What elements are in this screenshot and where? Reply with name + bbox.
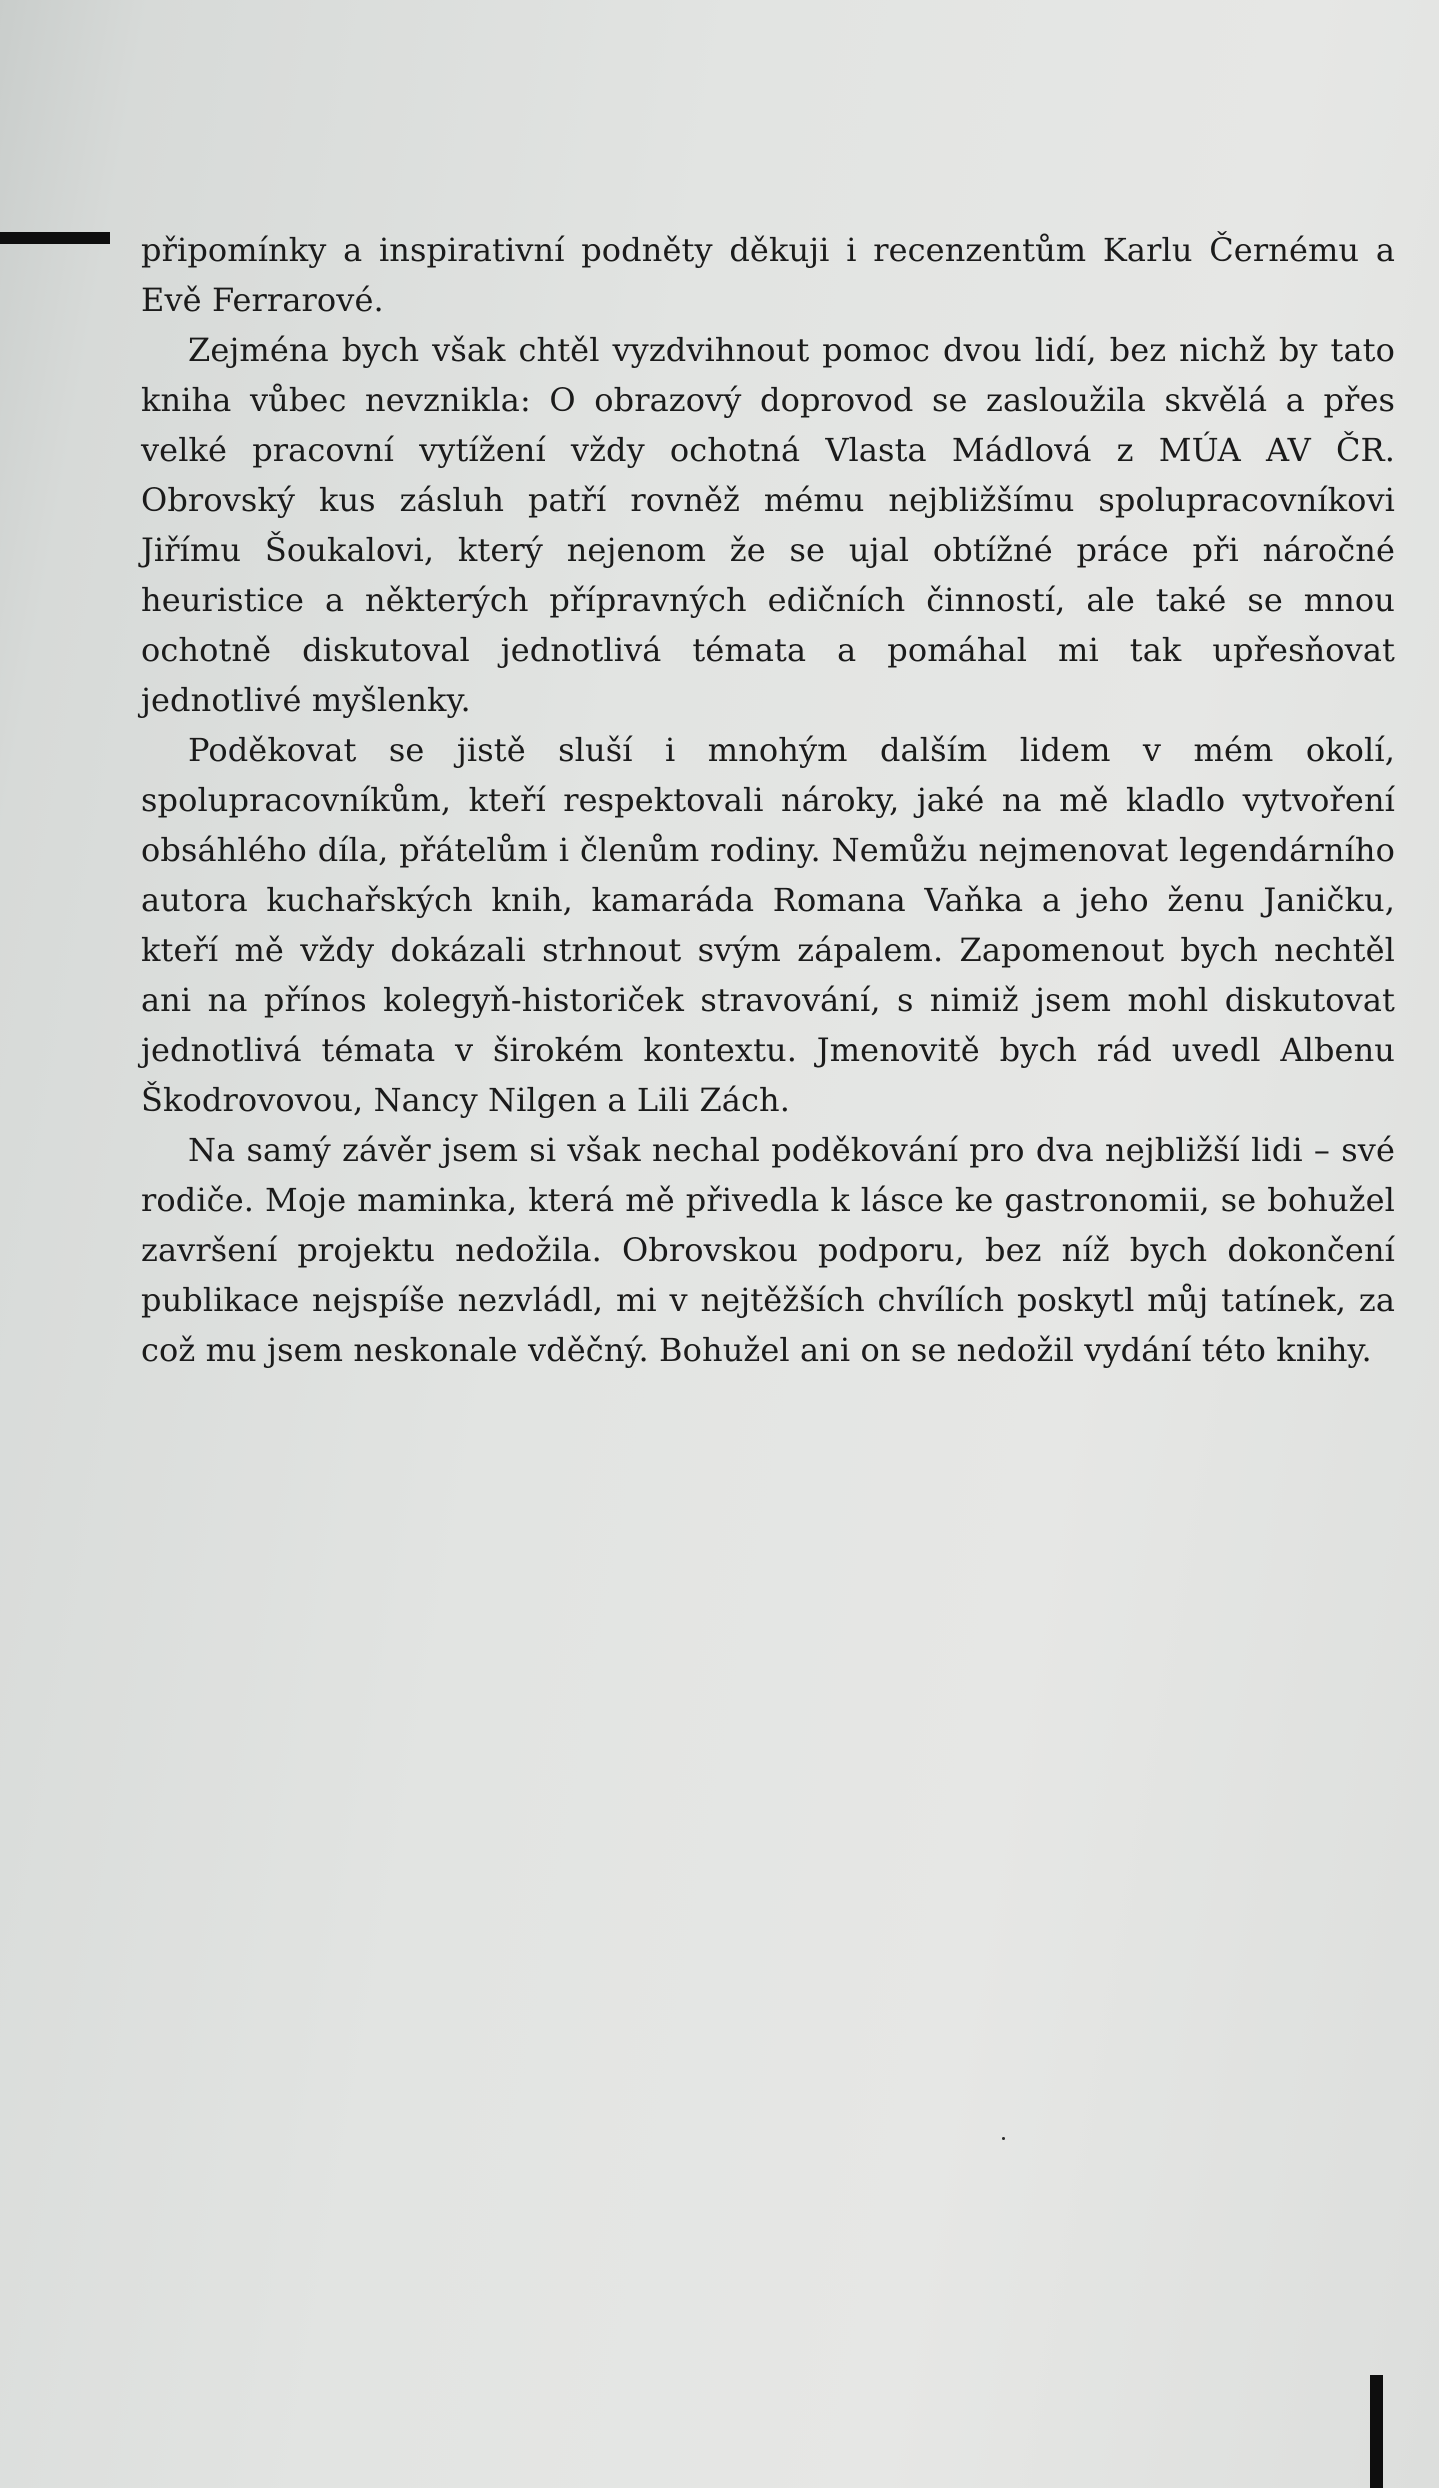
page-edge-marker-top	[0, 232, 110, 244]
paragraph-parents: Na samý závěr jsem si však nechal poděkování pro dva nejbližší lidi – své rodiče. Moje maminka, která mě přivedla k lásce ke gastronomii, se bohužel završení projektu nedožila. Obrovskou podporu, bez níž bych dokončení publikace nejspíše nezvládl, mi v nejtěžších chvílích poskytl můj tatínek, za což mu jsem neskonale vděčný. Bohužel ani on se nedožil vydání této knihy.	[141, 1131, 1395, 1369]
acknowledgements-text	[141, 225, 1395, 1375]
paragraph-colleagues-friends: Poděkovat se jistě sluší i mnohým dalším lidem v mém okolí, spolupracovníkům, kteří respektovali nároky, jaké na mě kladlo vytvoření obsáhlého díla, přátelům i členům rodiny. Nemůžu nejmenovat legendárního autora kuchařských knih, kamaráda Romana Vaňka a jeho ženu Janičku, kteří mě vždy dokázali strhnout svým zápalem. Zapomenout bych nechtěl ani na přínos kolegyň-historiček stravování, s nimiž jsem mohl diskutovat jednotlivá témata v širokém kontextu. Jmenovitě bych rád uvedl Albenu Škodrovovou, Nancy Nilgen a Lili Zách.	[141, 731, 1395, 1119]
print-speck	[1002, 2137, 1005, 2140]
page-edge-marker-bottom	[1370, 2375, 1383, 2488]
paragraph-collaborators: Zejména bych však chtěl vyzdvihnout pomoc dvou lidí, bez nichž by tato kniha vůbec nevznikla: O obrazový doprovod se zasloužila skvělá a přes velké pracovní vytížení vždy ochotná Vlasta Mádlová z MÚA AV ČR. Obrovský kus zásluh patří rovněž mému nejbližšímu spolupracovníkovi Jiřímu Šoukalovi, který nejenom že se ujal obtížné práce při náročné heuristice a některých přípravných edičních činností, ale také se mnou ochotně diskutoval jednotlivá témata a pomáhal mi tak upřesňovat jednotlivé myšlenky.	[141, 331, 1395, 719]
paragraph-continuation: připomínky a inspirativní podněty děkuji i recenzentům Karlu Černému a Evě Ferrarové.	[141, 231, 1395, 319]
